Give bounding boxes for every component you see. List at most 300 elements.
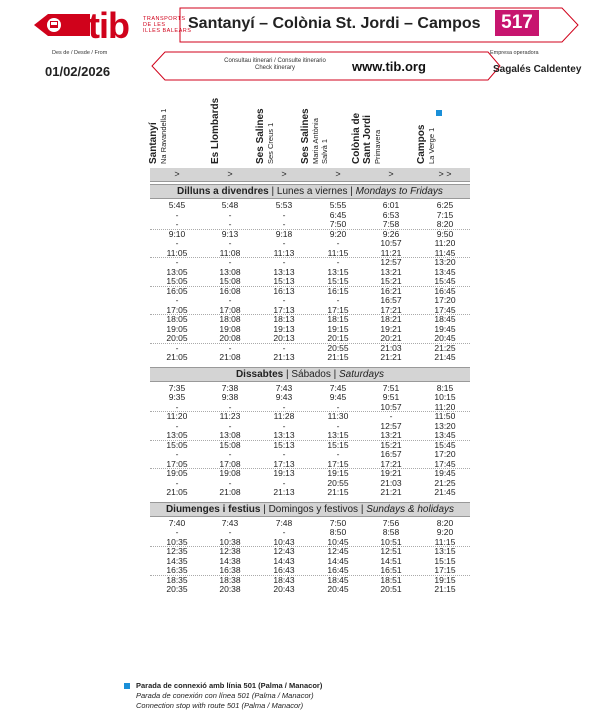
consult-itinerary: Consultau itinerari / Consulte itinerario Check itinerary: [224, 58, 326, 71]
section-title-en: Mondays to Fridays: [355, 186, 443, 197]
section-title-en: Sundays & holidays: [366, 503, 455, 515]
time-cell: 15:15: [327, 439, 349, 450]
time-cell: -: [228, 449, 232, 459]
time-cell: 13:05: [166, 266, 188, 277]
table-row: [150, 450, 470, 460]
stop-label: [351, 113, 382, 164]
stop-label: [148, 109, 168, 164]
time-cell: -: [228, 295, 232, 305]
time-cell: 10:51: [380, 536, 402, 547]
time-cell: 16:57: [380, 295, 402, 305]
time-cell: 7:51: [382, 382, 400, 393]
time-cell: 8:20: [436, 517, 454, 528]
time-cell: -: [228, 420, 232, 431]
time-cell: -: [282, 527, 286, 537]
section-header: [150, 184, 470, 199]
time-cell: -: [282, 209, 286, 220]
direction-arrow: > >: [438, 169, 452, 179]
time-cell: 13:21: [380, 266, 402, 277]
time-cell: 20:45: [434, 333, 456, 343]
stop-name: Campos: [416, 124, 427, 164]
time-cell: -: [175, 527, 179, 537]
time-cell: 11:15: [327, 247, 349, 258]
time-cell: 9:50: [436, 228, 454, 239]
time-cell: 13:20: [434, 257, 456, 267]
time-cell: -: [175, 477, 179, 488]
time-cell: 14:35: [166, 555, 188, 566]
time-cell: 16:51: [380, 565, 402, 575]
time-cell: 12:35: [166, 546, 188, 556]
time-cell: -: [228, 401, 232, 412]
time-cell: -: [336, 420, 340, 431]
time-cell: 17:05: [166, 304, 188, 315]
time-cell: 17:45: [434, 458, 456, 469]
legend-es: Parada de conexión con línea 501 (Palma / Manacor): [136, 691, 314, 700]
time-cell: 10:38: [219, 536, 241, 547]
time-cell: 7:43: [275, 382, 293, 393]
time-cell: 17:45: [434, 304, 456, 315]
table-row: [150, 296, 470, 306]
time-cell: 11:50: [434, 411, 456, 421]
table-row: [150, 220, 470, 230]
stop-subtitle: Maria Antònia: [311, 118, 320, 164]
stop-name: Colònia de: [351, 112, 362, 164]
legend-ca: Parada de connexió amb línia 501 (Palma / Manacor): [136, 681, 323, 690]
operator-label: Empresa operadora: [490, 50, 539, 56]
table-row: [150, 479, 470, 489]
table-row: [150, 258, 470, 268]
time-cell: 19:05: [166, 323, 188, 334]
time-cell: 10:15: [434, 392, 456, 402]
time-cell: -: [175, 342, 179, 353]
time-cell: 7:50: [329, 219, 347, 229]
time-cell: 8:20: [436, 219, 454, 229]
time-cell: 20:55: [327, 342, 349, 353]
direction-arrow: >: [388, 169, 394, 179]
time-cell: -: [336, 257, 340, 267]
table-row: [150, 277, 470, 287]
stop-header: [351, 96, 418, 168]
time-cell: 9:35: [168, 392, 186, 402]
time-cell: 16:21: [380, 285, 402, 296]
website-link[interactable]: www.tib.org: [352, 59, 426, 74]
time-cell: 13:13: [273, 430, 295, 440]
table-row: [150, 239, 470, 249]
time-cell: 8:58: [382, 527, 400, 537]
section-rows: [150, 384, 470, 498]
time-cell: 12:57: [380, 420, 402, 431]
time-cell: 19:45: [434, 468, 456, 478]
time-cell: 11:30: [327, 411, 349, 421]
time-cell: 21:13: [273, 487, 295, 497]
time-cell: 7:48: [275, 517, 293, 528]
time-cell: -: [282, 477, 286, 488]
table-row: [150, 344, 470, 354]
time-cell: 14:43: [273, 555, 295, 566]
stop-label: [300, 108, 329, 164]
time-cell: 11:20: [434, 238, 456, 248]
time-cell: 9:51: [382, 392, 400, 402]
section-title-ca: Diumenges i festius: [165, 503, 261, 515]
time-cell: 17:15: [327, 458, 349, 469]
tib-logo: tib: [88, 5, 129, 46]
stop-name: Santanyí: [148, 122, 159, 164]
route-title: Santanyí – Colònia St. Jordi – Campos: [188, 15, 481, 32]
time-cell: 19:13: [273, 323, 295, 334]
time-cell: -: [282, 420, 286, 431]
table-row: [150, 403, 470, 413]
time-cell: 13:20: [434, 420, 456, 431]
time-cell: 19:13: [273, 468, 295, 478]
time-cell: 20:21: [380, 333, 402, 343]
direction-arrow: >: [227, 169, 233, 179]
time-cell: 16:13: [273, 285, 295, 296]
time-cell: 19:15: [327, 468, 349, 478]
section-title-ca: Dilluns a divendres: [177, 186, 269, 197]
time-cell: 21:05: [166, 487, 188, 497]
time-cell: 19:21: [380, 323, 402, 334]
direction-arrow: >: [281, 169, 287, 179]
time-cell: 17:15: [434, 565, 456, 575]
time-cell: 20:15: [327, 333, 349, 343]
separator: |: [358, 503, 367, 515]
time-cell: 19:05: [166, 468, 188, 478]
time-cell: 7:38: [221, 382, 239, 393]
time-cell: 18:51: [380, 574, 402, 585]
time-cell: 21:13: [273, 352, 295, 362]
time-cell: 5:53: [275, 200, 293, 210]
time-cell: 7:43: [221, 517, 239, 528]
table-row: [150, 211, 470, 221]
time-cell: 17:15: [327, 304, 349, 315]
time-cell: 10:57: [380, 401, 402, 412]
time-cell: -: [175, 295, 179, 305]
time-cell: -: [282, 257, 286, 267]
time-cell: -: [228, 219, 232, 229]
time-cell: 13:05: [166, 430, 188, 440]
time-cell: 21:25: [434, 477, 456, 488]
stop-name: Sant Jordi: [362, 115, 373, 164]
time-cell: 17:21: [380, 304, 402, 315]
time-cell: 17:20: [434, 295, 456, 305]
table-row: [150, 585, 470, 595]
table-row: [150, 422, 470, 432]
section-header: [150, 502, 470, 517]
time-cell: 10:57: [380, 238, 402, 248]
time-cell: 8:15: [436, 382, 454, 393]
time-cell: 7:40: [168, 517, 186, 528]
time-cell: 20:55: [327, 477, 349, 488]
time-cell: 13:08: [219, 430, 241, 440]
time-cell: 21:21: [380, 487, 402, 497]
time-cell: 18:15: [327, 314, 349, 324]
time-cell: 9:10: [168, 228, 186, 239]
table-row: [150, 334, 470, 344]
table-row: [150, 393, 470, 403]
time-cell: -: [175, 449, 179, 459]
time-cell: -: [175, 238, 179, 248]
time-cell: 9:26: [382, 228, 400, 239]
time-cell: 12:51: [380, 546, 402, 556]
time-cell: 15:45: [434, 439, 456, 450]
table-row: [150, 441, 470, 451]
time-cell: 5:55: [329, 200, 347, 210]
time-cell: 14:51: [380, 555, 402, 566]
header: [0, 0, 596, 95]
time-cell: -: [228, 238, 232, 248]
time-cell: 13:45: [434, 266, 456, 277]
section-title-es: Domingos y festivos: [268, 503, 359, 515]
time-cell: -: [228, 209, 232, 220]
table-row: [150, 412, 470, 422]
table-row: [150, 488, 470, 498]
time-cell: 17:05: [166, 458, 188, 469]
time-cell: 6:53: [382, 209, 400, 220]
separator: |: [268, 186, 277, 197]
stop-subtitle: Ses Creus 1: [266, 122, 275, 164]
time-cell: 11:08: [219, 247, 241, 258]
time-cell: 15:45: [434, 276, 456, 286]
time-cell: 21:05: [166, 352, 188, 362]
direction-arrows: [150, 168, 470, 182]
table-row: [150, 557, 470, 567]
table-row: [150, 519, 470, 529]
time-cell: 21:45: [434, 487, 456, 497]
stop-subtitle: La Verge 1: [427, 127, 436, 164]
table-row: [150, 287, 470, 297]
time-cell: -: [175, 257, 179, 267]
time-cell: 15:15: [327, 276, 349, 286]
table-row: [150, 353, 470, 363]
time-cell: 7:58: [382, 219, 400, 229]
time-cell: 12:45: [327, 546, 349, 556]
time-cell: -: [175, 209, 179, 220]
time-cell: 11:05: [166, 247, 188, 258]
time-cell: 17:08: [219, 458, 241, 469]
stop-subtitle: Na Ravandella 1: [159, 108, 168, 164]
time-cell: 13:21: [380, 430, 402, 440]
time-cell: 16:35: [166, 565, 188, 575]
time-cell: 11:45: [434, 247, 456, 258]
time-cell: 10:43: [273, 536, 295, 547]
section-title-es: Lunes a viernes: [276, 186, 348, 197]
connection-square-icon: [124, 683, 130, 689]
time-cell: 20:45: [327, 584, 349, 594]
time-cell: 5:48: [221, 200, 239, 210]
table-row: [150, 201, 470, 211]
time-cell: 21:15: [434, 584, 456, 594]
time-cell: 15:08: [219, 276, 241, 286]
time-cell: 21:08: [219, 352, 241, 362]
time-cell: -: [228, 527, 232, 537]
table-row: [150, 460, 470, 470]
time-cell: 11:20: [434, 401, 456, 412]
time-cell: 18:08: [219, 314, 241, 324]
time-cell: 11:13: [273, 247, 295, 258]
time-cell: 21:08: [219, 487, 241, 497]
tib-logo-subtitle: TRANSPORTS DE LES ILLES BALEARS: [143, 16, 192, 34]
stop-label: [210, 98, 221, 164]
time-cell: -: [336, 449, 340, 459]
table-row: [150, 268, 470, 278]
stop-subtitle: Salvà 1: [320, 138, 329, 164]
time-cell: 17:08: [219, 304, 241, 315]
time-cell: 18:35: [166, 574, 188, 585]
direction-arrow: >: [174, 169, 180, 179]
time-cell: 9:13: [221, 228, 239, 239]
time-cell: 14:45: [327, 555, 349, 566]
time-cell: -: [336, 295, 340, 305]
time-cell: -: [282, 238, 286, 248]
table-row: [150, 315, 470, 325]
time-cell: 20:13: [273, 333, 295, 343]
section-title-ca: Dissabtes: [235, 368, 284, 380]
time-cell: 9:38: [221, 392, 239, 402]
table-row: [150, 431, 470, 441]
time-cell: 16:45: [327, 565, 349, 575]
time-cell: 15:21: [380, 276, 402, 286]
separator: |: [260, 503, 269, 515]
time-cell: -: [228, 477, 232, 488]
time-cell: 20:35: [166, 584, 188, 594]
time-cell: 7:15: [436, 209, 454, 220]
stop-label: [416, 125, 436, 164]
time-cell: 14:38: [219, 555, 241, 566]
separator: |: [330, 368, 339, 380]
stop-header: [203, 96, 257, 168]
operator-name: Sagalés Caldentey: [493, 64, 582, 75]
time-cell: 18:05: [166, 314, 188, 324]
stop-label: [255, 108, 275, 164]
time-cell: -: [336, 401, 340, 412]
time-cell: 21:03: [380, 342, 402, 353]
time-cell: 19:08: [219, 323, 241, 334]
time-cell: 15:13: [273, 439, 295, 450]
table-row: [150, 384, 470, 394]
time-cell: 13:15: [434, 546, 456, 556]
time-cell: 17:13: [273, 304, 295, 315]
time-cell: 13:45: [434, 430, 456, 440]
time-cell: 21:21: [380, 352, 402, 362]
time-cell: 19:15: [434, 574, 456, 585]
time-cell: -: [282, 219, 286, 229]
time-cell: 18:13: [273, 314, 295, 324]
time-cell: 21:45: [434, 352, 456, 362]
section-header: [150, 367, 470, 382]
effective-date: 01/02/2026: [45, 64, 111, 79]
time-cell: 19:21: [380, 468, 402, 478]
time-cell: 12:57: [380, 257, 402, 267]
time-cell: 16:15: [327, 285, 349, 296]
time-cell: -: [175, 219, 179, 229]
stop-header: [418, 96, 472, 168]
time-cell: 21:15: [327, 487, 349, 497]
legend: [124, 681, 322, 711]
time-cell: 9:43: [275, 392, 293, 402]
time-cell: 7:56: [382, 517, 400, 528]
time-cell: 11:23: [219, 411, 241, 421]
stop-header: [150, 96, 204, 168]
time-cell: 13:15: [327, 430, 349, 440]
time-cell: 11:21: [380, 247, 402, 258]
time-cell: 6:25: [436, 200, 454, 210]
stop-name: Ses Salines: [300, 108, 311, 164]
route-number-badge: 517: [495, 10, 539, 36]
stop-name: Ses Salines: [255, 108, 266, 164]
time-cell: 10:35: [166, 536, 188, 547]
time-cell: 5:45: [168, 200, 186, 210]
time-cell: 9:18: [275, 228, 293, 239]
time-cell: -: [389, 411, 393, 421]
time-cell: 6:01: [382, 200, 400, 210]
time-cell: 17:20: [434, 449, 456, 459]
time-cell: -: [282, 449, 286, 459]
table-row: [150, 576, 470, 586]
table-row: [150, 469, 470, 479]
time-cell: 11:15: [434, 536, 456, 547]
time-cell: 13:13: [273, 266, 295, 277]
time-cell: 20:38: [219, 584, 241, 594]
time-cell: -: [175, 401, 179, 412]
time-cell: 13:08: [219, 266, 241, 277]
separator: |: [283, 368, 292, 380]
stop-headers: [150, 96, 470, 168]
time-cell: 15:08: [219, 439, 241, 450]
time-cell: 16:05: [166, 285, 188, 296]
separator: |: [347, 186, 356, 197]
time-cell: -: [228, 257, 232, 267]
table-row: [150, 566, 470, 576]
section-rows: [150, 201, 470, 363]
time-cell: 15:21: [380, 439, 402, 450]
section-title-es: Sábados: [291, 368, 331, 380]
time-cell: 13:15: [327, 266, 349, 277]
table-row: [150, 306, 470, 316]
time-cell: -: [282, 295, 286, 305]
time-cell: 21:03: [380, 477, 402, 488]
time-cell: -: [228, 342, 232, 353]
time-cell: 19:08: [219, 468, 241, 478]
time-cell: 9:20: [436, 527, 454, 537]
time-cell: 15:05: [166, 439, 188, 450]
time-cell: 19:15: [327, 323, 349, 334]
time-cell: -: [336, 238, 340, 248]
time-cell: 16:45: [434, 285, 456, 296]
table-row: [150, 249, 470, 259]
time-cell: 12:43: [273, 546, 295, 556]
table-row: [150, 230, 470, 240]
time-cell: -: [175, 420, 179, 431]
time-cell: 20:51: [380, 584, 402, 594]
connection-square-icon: [436, 110, 442, 116]
time-cell: 16:38: [219, 565, 241, 575]
time-cell: 21:25: [434, 342, 456, 353]
stop-subtitle: Primavera: [373, 129, 382, 164]
time-cell: 8:50: [329, 527, 347, 537]
time-cell: 11:28: [273, 411, 295, 421]
time-cell: 20:43: [273, 584, 295, 594]
time-cell: 11:20: [166, 411, 188, 421]
time-cell: 19:45: [434, 323, 456, 334]
time-cell: -: [282, 401, 286, 412]
time-cell: 6:45: [329, 209, 347, 220]
time-cell: 10:45: [327, 536, 349, 547]
table-row: [150, 325, 470, 335]
table-row: [150, 528, 470, 538]
time-cell: 16:57: [380, 449, 402, 459]
stop-name: Es Llombards: [210, 97, 221, 164]
time-cell: 15:15: [434, 555, 456, 566]
